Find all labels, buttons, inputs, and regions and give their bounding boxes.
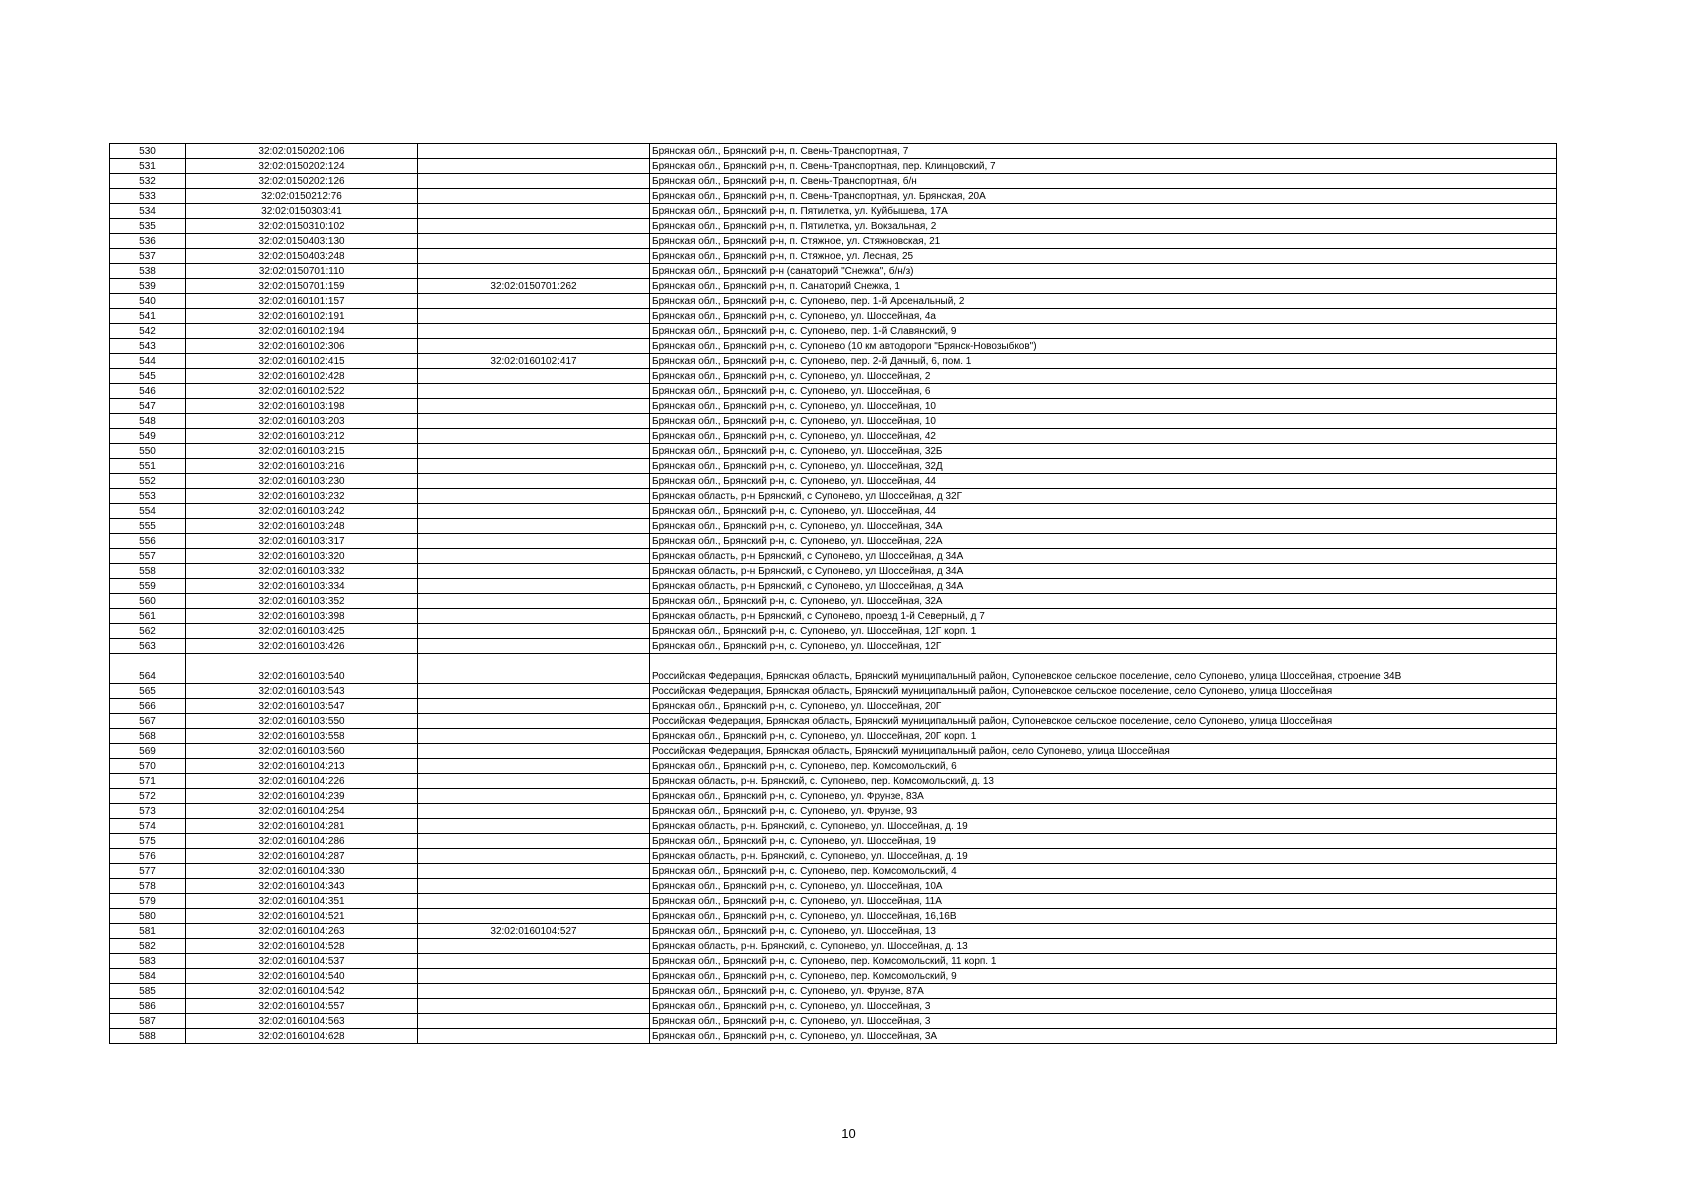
table-row (110, 309, 1557, 324)
cadastral-number-cell: 32:02:0160103:547 (186, 699, 418, 714)
address-cell: Брянская область, р-н Брянский, с Супонево, ул Шоссейная, д 32Г (650, 489, 1557, 504)
table-row (110, 864, 1557, 879)
page-number: 10 (841, 1126, 856, 1141)
cadastral-number-cell: 32:02:0160103:425 (186, 624, 418, 639)
table-row (110, 654, 1557, 684)
address-cell: Брянская обл., Брянский р-н, с. Супонево, пер. Комсомольский, 9 (650, 969, 1557, 984)
related-cadastral-number-cell (418, 804, 650, 819)
row-number-cell: 585 (110, 984, 186, 999)
address-cell: Российская Федерация, Брянская область, Брянский муниципальный район, село Супонево, улица Шоссейная (650, 744, 1557, 759)
row-number-cell: 560 (110, 594, 186, 609)
row-number-cell: 537 (110, 249, 186, 264)
row-number-cell: 574 (110, 819, 186, 834)
cadastral-number-cell: 32:02:0160104:239 (186, 789, 418, 804)
address-cell: Брянская обл., Брянский р-н, п. Санаторий Снежка, 1 (650, 279, 1557, 294)
related-cadastral-number-cell (418, 849, 650, 864)
table-row (110, 354, 1557, 369)
address-cell: Брянская обл., Брянский р-н, с. Супонево, ул. Шоссейная, 3 (650, 1014, 1557, 1029)
cadastral-number-cell: 32:02:0160102:191 (186, 309, 418, 324)
cadastral-number-cell: 32:02:0160104:628 (186, 1029, 418, 1044)
row-number-cell: 568 (110, 729, 186, 744)
table-row (110, 1029, 1557, 1044)
row-number-cell: 569 (110, 744, 186, 759)
row-number-cell: 532 (110, 174, 186, 189)
related-cadastral-number-cell (418, 894, 650, 909)
cadastral-number-cell: 32:02:0150212:76 (186, 189, 418, 204)
table-row (110, 429, 1557, 444)
related-cadastral-number-cell (418, 714, 650, 729)
table-row (110, 519, 1557, 534)
related-cadastral-number-cell (418, 534, 650, 549)
related-cadastral-number-cell (418, 399, 650, 414)
address-cell: Брянская обл., Брянский р-н, с. Супонево, пер. Комсомольский, 6 (650, 759, 1557, 774)
table-row (110, 249, 1557, 264)
cadastral-number-cell: 32:02:0160104:213 (186, 759, 418, 774)
related-cadastral-number-cell (418, 684, 650, 699)
address-cell: Брянская обл., Брянский р-н, с. Супонево, ул. Шоссейная, 20Г корп. 1 (650, 729, 1557, 744)
address-cell: Брянская обл., Брянский р-н, с. Супонево, ул. Шоссейная, 32Б (650, 444, 1557, 459)
row-number-cell: 552 (110, 474, 186, 489)
table-body (110, 144, 1557, 1044)
related-cadastral-number-cell (418, 579, 650, 594)
address-cell: Брянская обл., Брянский р-н, с. Супонево, пер. 1-й Славянский, 9 (650, 324, 1557, 339)
related-cadastral-number-cell: 32:02:0150701:262 (418, 279, 650, 294)
cadastral-number-cell: 32:02:0160102:194 (186, 324, 418, 339)
cadastral-number-cell: 32:02:0150403:248 (186, 249, 418, 264)
table-row (110, 444, 1557, 459)
related-cadastral-number-cell (418, 264, 650, 279)
row-number-cell: 535 (110, 219, 186, 234)
row-number-cell: 557 (110, 549, 186, 564)
related-cadastral-number-cell (418, 369, 650, 384)
row-number-cell: 533 (110, 189, 186, 204)
cadastral-number-cell: 32:02:0150310:102 (186, 219, 418, 234)
cadastral-number-cell: 32:02:0160103:560 (186, 744, 418, 759)
table-row (110, 894, 1557, 909)
row-number-cell: 550 (110, 444, 186, 459)
address-cell: Брянская обл., Брянский р-н, с. Супонево, ул. Шоссейная, 42 (650, 429, 1557, 444)
table-row (110, 699, 1557, 714)
related-cadastral-number-cell (418, 984, 650, 999)
row-number-cell: 562 (110, 624, 186, 639)
cadastral-number-cell: 32:02:0160102:306 (186, 339, 418, 354)
row-number-cell: 586 (110, 999, 186, 1014)
row-number-cell: 588 (110, 1029, 186, 1044)
row-number-cell: 536 (110, 234, 186, 249)
related-cadastral-number-cell (418, 189, 650, 204)
cadastral-number-cell: 32:02:0160103:317 (186, 534, 418, 549)
row-number-cell: 567 (110, 714, 186, 729)
related-cadastral-number-cell (418, 159, 650, 174)
address-cell: Брянская обл., Брянский р-н, с. Супонево, ул. Фрунзе, 93 (650, 804, 1557, 819)
cadastral-number-cell: 32:02:0160103:558 (186, 729, 418, 744)
address-cell: Брянская обл., Брянский р-н, с. Супонево, ул. Шоссейная, 44 (650, 504, 1557, 519)
table-row (110, 534, 1557, 549)
related-cadastral-number-cell (418, 294, 650, 309)
cadastral-number-cell: 32:02:0160103:550 (186, 714, 418, 729)
table-row (110, 984, 1557, 999)
cadastral-number-cell: 32:02:0160103:426 (186, 639, 418, 654)
related-cadastral-number-cell (418, 1014, 650, 1029)
row-number-cell: 548 (110, 414, 186, 429)
table-row (110, 624, 1557, 639)
table-row (110, 909, 1557, 924)
table-row (110, 474, 1557, 489)
cadastral-number-cell: 32:02:0150202:126 (186, 174, 418, 189)
address-cell: Брянская обл., Брянский р-н, с. Супонево, пер. Комсомольский, 4 (650, 864, 1557, 879)
cadastral-number-cell: 32:02:0160104:563 (186, 1014, 418, 1029)
table-row (110, 489, 1557, 504)
related-cadastral-number-cell: 32:02:0160102:417 (418, 354, 650, 369)
related-cadastral-number-cell (418, 489, 650, 504)
related-cadastral-number-cell (418, 339, 650, 354)
cadastral-number-cell: 32:02:0160103:332 (186, 564, 418, 579)
cadastral-number-cell: 32:02:0150202:124 (186, 159, 418, 174)
cadastral-number-cell: 32:02:0160101:157 (186, 294, 418, 309)
table-row (110, 564, 1557, 579)
table-row (110, 684, 1557, 699)
address-cell: Брянская область, р-н. Брянский, с. Супонево, ул. Шоссейная, д. 13 (650, 939, 1557, 954)
row-number-cell: 545 (110, 369, 186, 384)
address-cell: Брянская обл., Брянский р-н, с. Супонево, ул. Шоссейная, 32А (650, 594, 1557, 609)
row-number-cell: 587 (110, 1014, 186, 1029)
related-cadastral-number-cell (418, 774, 650, 789)
table-row (110, 774, 1557, 789)
cadastral-number-cell: 32:02:0160103:216 (186, 459, 418, 474)
table-row (110, 639, 1557, 654)
address-cell: Брянская обл., Брянский р-н, с. Супонево, пер. Комсомольский, 11 корп. 1 (650, 954, 1557, 969)
row-number-cell: 566 (110, 699, 186, 714)
row-number-cell: 565 (110, 684, 186, 699)
table-row (110, 324, 1557, 339)
related-cadastral-number-cell (418, 234, 650, 249)
cadastral-number-cell: 32:02:0160103:212 (186, 429, 418, 444)
address-cell: Брянская обл., Брянский р-н, с. Супонево, ул. Шоссейная, 3 (650, 999, 1557, 1014)
row-number-cell: 531 (110, 159, 186, 174)
related-cadastral-number-cell (418, 639, 650, 654)
table-row (110, 234, 1557, 249)
related-cadastral-number-cell (418, 249, 650, 264)
related-cadastral-number-cell (418, 699, 650, 714)
row-number-cell: 573 (110, 804, 186, 819)
address-cell: Брянская обл., Брянский р-н, с. Супонево, пер. 1-й Арсенальный, 2 (650, 294, 1557, 309)
row-number-cell: 580 (110, 909, 186, 924)
address-cell: Брянская обл., Брянский р-н, с. Супонево, ул. Шоссейная, 20Г (650, 699, 1557, 714)
address-cell: Брянская область, р-н. Брянский, с. Супонево, ул. Шоссейная, д. 19 (650, 819, 1557, 834)
related-cadastral-number-cell: 32:02:0160104:527 (418, 924, 650, 939)
table-row (110, 399, 1557, 414)
cadastral-number-cell: 32:02:0160103:230 (186, 474, 418, 489)
related-cadastral-number-cell (418, 909, 650, 924)
table-row (110, 804, 1557, 819)
table-row (110, 414, 1557, 429)
row-number-cell: 555 (110, 519, 186, 534)
row-number-cell: 583 (110, 954, 186, 969)
table-row (110, 879, 1557, 894)
row-number-cell: 563 (110, 639, 186, 654)
cadastral-number-cell: 32:02:0160103:540 (186, 654, 418, 684)
address-cell: Брянская обл., Брянский р-н, с. Супонево, ул. Шоссейная, 11А (650, 894, 1557, 909)
row-number-cell: 577 (110, 864, 186, 879)
table-row (110, 504, 1557, 519)
row-number-cell: 582 (110, 939, 186, 954)
table-row (110, 369, 1557, 384)
address-cell: Российская Федерация, Брянская область, Брянский муниципальный район, Супоневское сельское поселение, село Супонево, улица Шоссейная, строение 34В (650, 654, 1557, 684)
table-row (110, 744, 1557, 759)
related-cadastral-number-cell (418, 939, 650, 954)
cadastral-number-cell: 32:02:0160104:263 (186, 924, 418, 939)
related-cadastral-number-cell (418, 969, 650, 984)
cadastral-number-cell: 32:02:0160104:540 (186, 969, 418, 984)
row-number-cell: 572 (110, 789, 186, 804)
table-row (110, 549, 1557, 564)
address-cell: Брянская обл., Брянский р-н, с. Супонево, ул. Фрунзе, 87А (650, 984, 1557, 999)
table-row (110, 939, 1557, 954)
cadastral-number-cell: 32:02:0160104:254 (186, 804, 418, 819)
related-cadastral-number-cell (418, 759, 650, 774)
address-cell: Брянская обл., Брянский р-н, с. Супонево, ул. Шоссейная, 12Г корп. 1 (650, 624, 1557, 639)
table-row (110, 609, 1557, 624)
row-number-cell: 584 (110, 969, 186, 984)
cadastral-number-cell: 32:02:0160103:198 (186, 399, 418, 414)
related-cadastral-number-cell (418, 309, 650, 324)
address-cell: Брянская обл., Брянский р-н, с. Супонево, ул. Шоссейная, 44 (650, 474, 1557, 489)
related-cadastral-number-cell (418, 219, 650, 234)
table-row (110, 714, 1557, 729)
cadastral-number-cell: 32:02:0150701:110 (186, 264, 418, 279)
cadastral-number-cell: 32:02:0160102:428 (186, 369, 418, 384)
cadastral-number-cell: 32:02:0160103:242 (186, 504, 418, 519)
row-number-cell: 538 (110, 264, 186, 279)
table-row (110, 759, 1557, 774)
cadastral-number-cell: 32:02:0160103:543 (186, 684, 418, 699)
related-cadastral-number-cell (418, 444, 650, 459)
table-row (110, 264, 1557, 279)
related-cadastral-number-cell (418, 144, 650, 159)
address-cell: Брянская обл., Брянский р-н, с. Супонево, пер. 2-й Дачный, 6, пом. 1 (650, 354, 1557, 369)
row-number-cell: 554 (110, 504, 186, 519)
table-row (110, 204, 1557, 219)
related-cadastral-number-cell (418, 954, 650, 969)
address-cell: Брянская область, р-н. Брянский, с. Супонево, ул. Шоссейная, д. 19 (650, 849, 1557, 864)
cadastral-number-cell: 32:02:0160104:226 (186, 774, 418, 789)
address-cell: Брянская область, р-н Брянский, с Супонево, проезд 1-й Северный, д 7 (650, 609, 1557, 624)
address-cell: Брянская область, р-н. Брянский, с. Супонево, пер. Комсомольский, д. 13 (650, 774, 1557, 789)
row-number-cell: 581 (110, 924, 186, 939)
table-row (110, 969, 1557, 984)
address-cell: Брянская обл., Брянский р-н, с. Супонево, ул. Шоссейная, 2 (650, 369, 1557, 384)
cadastral-number-cell: 32:02:0160104:343 (186, 879, 418, 894)
related-cadastral-number-cell (418, 744, 650, 759)
related-cadastral-number-cell (418, 609, 650, 624)
table-row (110, 954, 1557, 969)
address-cell: Брянская обл., Брянский р-н, с. Супонево, ул. Шоссейная, 19 (650, 834, 1557, 849)
row-number-cell: 575 (110, 834, 186, 849)
related-cadastral-number-cell (418, 384, 650, 399)
address-cell: Брянская обл., Брянский р-н, п. Пятилетка, ул. Куйбышева, 17А (650, 204, 1557, 219)
cadastral-number-cell: 32:02:0160104:537 (186, 954, 418, 969)
table-row (110, 834, 1557, 849)
related-cadastral-number-cell (418, 864, 650, 879)
address-cell: Брянская обл., Брянский р-н, п. Стяжное, ул. Стяжновская, 21 (650, 234, 1557, 249)
address-cell: Брянская обл., Брянский р-н, с. Супонево, ул. Шоссейная, 10А (650, 879, 1557, 894)
cadastral-number-cell: 32:02:0160102:522 (186, 384, 418, 399)
row-number-cell: 570 (110, 759, 186, 774)
table-row (110, 459, 1557, 474)
address-cell: Брянская обл., Брянский р-н, с. Супонево, ул. Шоссейная, 22А (650, 534, 1557, 549)
address-cell: Брянская область, р-н Брянский, с Супонево, ул Шоссейная, д 34А (650, 549, 1557, 564)
cadastral-number-cell: 32:02:0160103:334 (186, 579, 418, 594)
related-cadastral-number-cell (418, 999, 650, 1014)
table-row (110, 999, 1557, 1014)
related-cadastral-number-cell (418, 879, 650, 894)
table-row (110, 174, 1557, 189)
row-number-cell: 556 (110, 534, 186, 549)
address-cell: Брянская обл., Брянский р-н (санаторий "Снежка", б/н/з) (650, 264, 1557, 279)
row-number-cell: 551 (110, 459, 186, 474)
table-row (110, 339, 1557, 354)
row-number-cell: 542 (110, 324, 186, 339)
address-cell: Российская Федерация, Брянская область, Брянский муниципальный район, Супоневское сельское поселение, село Супонево, улица Шоссейная (650, 714, 1557, 729)
row-number-cell: 571 (110, 774, 186, 789)
cadastral-number-cell: 32:02:0160104:542 (186, 984, 418, 999)
address-cell: Брянская обл., Брянский р-н, п. Свень-Транспортная, б/н (650, 174, 1557, 189)
row-number-cell: 578 (110, 879, 186, 894)
address-cell: Брянская обл., Брянский р-н, п. Свень-Транспортная, пер. Клинцовский, 7 (650, 159, 1557, 174)
related-cadastral-number-cell (418, 819, 650, 834)
address-cell: Брянская обл., Брянский р-н, с. Супонево, ул. Шоссейная, 4а (650, 309, 1557, 324)
row-number-cell: 540 (110, 294, 186, 309)
row-number-cell: 561 (110, 609, 186, 624)
table-row (110, 189, 1557, 204)
cadastral-number-cell: 32:02:0160103:398 (186, 609, 418, 624)
related-cadastral-number-cell (418, 729, 650, 744)
cadastral-number-cell: 32:02:0160103:203 (186, 414, 418, 429)
address-cell: Брянская обл., Брянский р-н, п. Свень-Транспортная, ул. Брянская, 20А (650, 189, 1557, 204)
address-cell: Брянская обл., Брянский р-н, п. Стяжное, ул. Лесная, 25 (650, 249, 1557, 264)
table-row (110, 924, 1557, 939)
related-cadastral-number-cell (418, 504, 650, 519)
related-cadastral-number-cell (418, 519, 650, 534)
row-number-cell: 534 (110, 204, 186, 219)
cadastral-number-cell: 32:02:0160103:320 (186, 549, 418, 564)
related-cadastral-number-cell (418, 1029, 650, 1044)
related-cadastral-number-cell (418, 654, 650, 684)
row-number-cell: 549 (110, 429, 186, 444)
cadastral-number-cell: 32:02:0160104:330 (186, 864, 418, 879)
address-cell: Брянская область, р-н Брянский, с Супонево, ул Шоссейная, д 34А (650, 564, 1557, 579)
row-number-cell: 559 (110, 579, 186, 594)
related-cadastral-number-cell (418, 204, 650, 219)
address-cell: Брянская обл., Брянский р-н, с. Супонево, ул. Шоссейная, 10 (650, 399, 1557, 414)
related-cadastral-number-cell (418, 834, 650, 849)
cadastral-number-cell: 32:02:0160104:286 (186, 834, 418, 849)
address-cell: Брянская обл., Брянский р-н, с. Супонево, ул. Шоссейная, 6 (650, 384, 1557, 399)
related-cadastral-number-cell (418, 174, 650, 189)
row-number-cell: 539 (110, 279, 186, 294)
cadastral-number-cell: 32:02:0160104:351 (186, 894, 418, 909)
address-cell: Брянская обл., Брянский р-н, с. Супонево, ул. Шоссейная, 13 (650, 924, 1557, 939)
address-cell: Российская Федерация, Брянская область, Брянский муниципальный район, Супоневское сельское поселение, село Супонево, улица Шоссейная (650, 684, 1557, 699)
row-number-cell: 576 (110, 849, 186, 864)
cadastral-number-cell: 32:02:0150701:159 (186, 279, 418, 294)
address-cell: Брянская обл., Брянский р-н, с. Супонево, ул. Шоссейная, 12Г (650, 639, 1557, 654)
address-cell: Брянская обл., Брянский р-н, с. Супонево, ул. Шоссейная, 3А (650, 1029, 1557, 1044)
table-row (110, 594, 1557, 609)
related-cadastral-number-cell (418, 624, 650, 639)
table-row (110, 279, 1557, 294)
row-number-cell: 541 (110, 309, 186, 324)
table-row (110, 729, 1557, 744)
row-number-cell: 553 (110, 489, 186, 504)
related-cadastral-number-cell (418, 594, 650, 609)
cadastral-number-cell: 32:02:0150303:41 (186, 204, 418, 219)
related-cadastral-number-cell (418, 564, 650, 579)
address-cell: Брянская обл., Брянский р-н, с. Супонево, ул. Шоссейная, 10 (650, 414, 1557, 429)
related-cadastral-number-cell (418, 789, 650, 804)
address-cell: Брянская обл., Брянский р-н, с. Супонево, ул. Фрунзе, 83А (650, 789, 1557, 804)
row-number-cell: 546 (110, 384, 186, 399)
row-number-cell: 543 (110, 339, 186, 354)
table-row (110, 159, 1557, 174)
address-cell: Брянская обл., Брянский р-н, с. Супонево, ул. Шоссейная, 32Д (650, 459, 1557, 474)
related-cadastral-number-cell (418, 459, 650, 474)
row-number-cell: 544 (110, 354, 186, 369)
cadastral-number-cell: 32:02:0160104:521 (186, 909, 418, 924)
row-number-cell: 530 (110, 144, 186, 159)
cadastral-number-cell: 32:02:0160104:557 (186, 999, 418, 1014)
cadastral-number-cell: 32:02:0160104:528 (186, 939, 418, 954)
address-cell: Брянская обл., Брянский р-н, с. Супонево, ул. Шоссейная, 16,16В (650, 909, 1557, 924)
related-cadastral-number-cell (418, 429, 650, 444)
address-cell: Брянская обл., Брянский р-н, п. Свень-Транспортная, 7 (650, 144, 1557, 159)
cadastral-table (109, 143, 1557, 1044)
related-cadastral-number-cell (418, 549, 650, 564)
related-cadastral-number-cell (418, 324, 650, 339)
cadastral-number-cell: 32:02:0160103:352 (186, 594, 418, 609)
address-cell: Брянская обл., Брянский р-н, п. Пятилетка, ул. Вокзальная, 2 (650, 219, 1557, 234)
table-row (110, 219, 1557, 234)
table-row (110, 849, 1557, 864)
cadastral-number-cell: 32:02:0160102:415 (186, 354, 418, 369)
address-cell: Брянская обл., Брянский р-н, с. Супонево, ул. Шоссейная, 34А (650, 519, 1557, 534)
table-row (110, 144, 1557, 159)
cadastral-number-cell: 32:02:0160104:281 (186, 819, 418, 834)
table-row (110, 294, 1557, 309)
row-number-cell: 564 (110, 654, 186, 684)
table-row (110, 1014, 1557, 1029)
address-cell: Брянская область, р-н Брянский, с Супонево, ул Шоссейная, д 34А (650, 579, 1557, 594)
address-cell: Брянская обл., Брянский р-н, с. Супонево (10 км автодороги "Брянск-Новозыбков") (650, 339, 1557, 354)
table-row (110, 384, 1557, 399)
row-number-cell: 558 (110, 564, 186, 579)
cadastral-number-cell: 32:02:0160103:215 (186, 444, 418, 459)
table-row (110, 819, 1557, 834)
cadastral-number-cell: 32:02:0160104:287 (186, 849, 418, 864)
cadastral-number-cell: 32:02:0150403:130 (186, 234, 418, 249)
cadastral-number-cell: 32:02:0160103:232 (186, 489, 418, 504)
table-row (110, 789, 1557, 804)
row-number-cell: 547 (110, 399, 186, 414)
cadastral-number-cell: 32:02:0160103:248 (186, 519, 418, 534)
table-row (110, 579, 1557, 594)
row-number-cell: 579 (110, 894, 186, 909)
related-cadastral-number-cell (418, 474, 650, 489)
related-cadastral-number-cell (418, 414, 650, 429)
cadastral-number-cell: 32:02:0150202:106 (186, 144, 418, 159)
